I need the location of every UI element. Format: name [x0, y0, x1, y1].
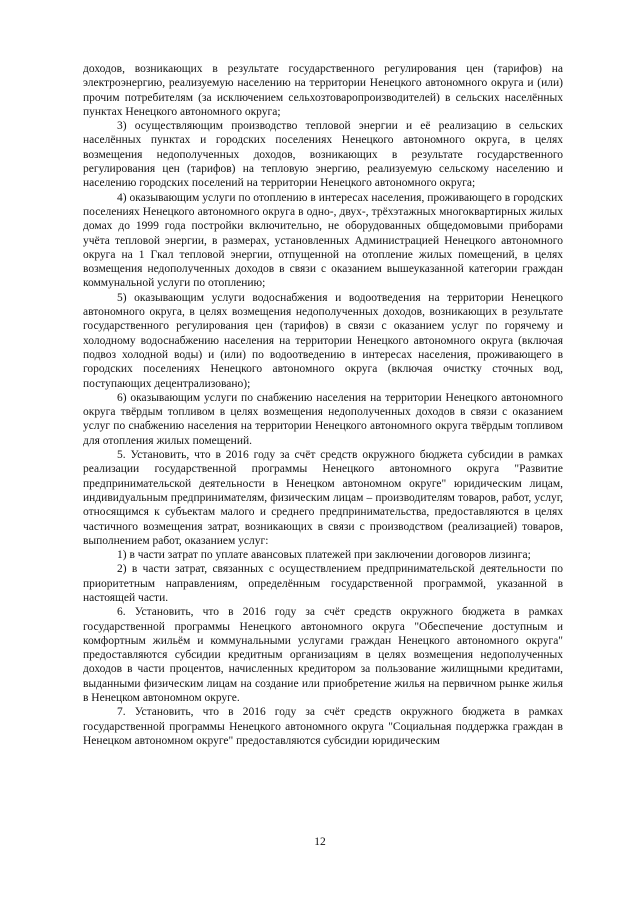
- paragraph-item-3: 3) осуществляющим производство тепловой энергии и её реализацию в сельских населённых пунктах и городских поселениях Ненецкого автономного округа, в целях возмещения недополученных доходов, возникающих в результате государственного регулирования цен (тарифов) на тепловую энергию, реализуемую сельскому населению и населению городских поселений на территории Ненецкого автономного округа;: [83, 120, 563, 190]
- paragraph-item-4: 4) оказывающим услуги по отоплению в интересах населения, проживающего в городских поселениях Ненецкого автономного округа в одно-, двух-, трёхэтажных многоквартирных жилых домах до 1999 года постройки включительно, не оборудованных общедомовыми приборами учёта тепловой энергии, в размерах, установленных Администрацией Ненецкого автономного округа на 1 Гкал тепловой энергии, отпущенной на отопление жилых помещений, в целях возмещения недополученных доходов в связи с оказанием вышеуказанной категории граждан коммунальной услуги по отоплению;: [83, 191, 563, 290]
- paragraph-item-6: 6) оказывающим услуги по снабжению населения на территории Ненецкого автономного округа твёрдым топливом в целях возмещения недополученных доходов в связи с оказанием услуг по снабжению населения на территории Ненецкого автономного округа твёрдым топливом для отопления жилых помещений.: [83, 391, 563, 447]
- paragraph-continuation: доходов, возникающих в результате государственного регулирования цен (тарифов) на электроэнергию, реализуемую населению на территории Ненецкого автономного округа и (или) прочим потребителям (за исключением сельхозтоваропроизводителей) в сельских населённых пунктах Ненецкого автономного округа;: [83, 63, 563, 118]
- paragraph-section-7: 7. Установить, что в 2016 году за счёт средств окружного бюджета в рамках государственной программы Ненецкого автономного округа "Социальная поддержка граждан в Ненецком автономном округе" предоставляются субсидии юридическим: [83, 706, 563, 747]
- document-body: [83, 62, 563, 748]
- paragraph-section-5: 5. Установить, что в 2016 году за счёт средств окружного бюджета субсидии в рамках реализации государственной программы Ненецкого автономного округа "Развитие предпринимательской деятельности в Ненецком автономном округе" юридическим лицам, индивидуальным предпринимателям, физическим лицам – производителям товаров, работ, услуг, относящимся к субъектам малого и среднего предпринимательства, предоставляются в целях частичного возмещения затрат, возникающих в связи с производством (реализацией) товаров, выполнением работ, оказанием услуг:: [83, 449, 563, 547]
- paragraph-subitem-2: 2) в части затрат, связанных с осуществлением предпринимательской деятельности по приоритетным направлениям, определённым государственной программой, указанной в настоящей части.: [83, 563, 563, 604]
- paragraph-subitem-1: 1) в части затрат по уплате авансовых платежей при заключении договоров лизинга;: [117, 549, 531, 562]
- page-number: 12: [314, 836, 326, 848]
- paragraph-item-5: 5) оказывающим услуги водоснабжения и водоотведения на территории Ненецкого автономного округа, в целях возмещения недополученных доходов, возникающих в результате государственного регулирования цен (тарифов) в связи с оказанием услуг по горячему и холодному водоснабжению населения на территории Ненецкого автономного округа (включая подвоз холодной воды) и (или) по водоотведению в интересах населения, проживающего в городских поселениях Ненецкого автономного округа (включая очистку сточных вод, поступающих децентрализовано);: [83, 291, 563, 390]
- paragraph-section-6: 6. Установить, что в 2016 году за счёт средств окружного бюджета в рамках государственной программы Ненецкого автономного округа "Обеспечение доступным и комфортным жильём и коммунальными услугами граждан Ненецкого автономного округа" предоставляются субсидии кредитным организациям в целях возмещения недополученных доходов в части процентов, начисленных кредитором за пользование жилищными кредитами, выданными физическим лицам на создание или приобретение жилья на первичном рынке жилья в Ненецком автономном округе.: [83, 606, 563, 705]
